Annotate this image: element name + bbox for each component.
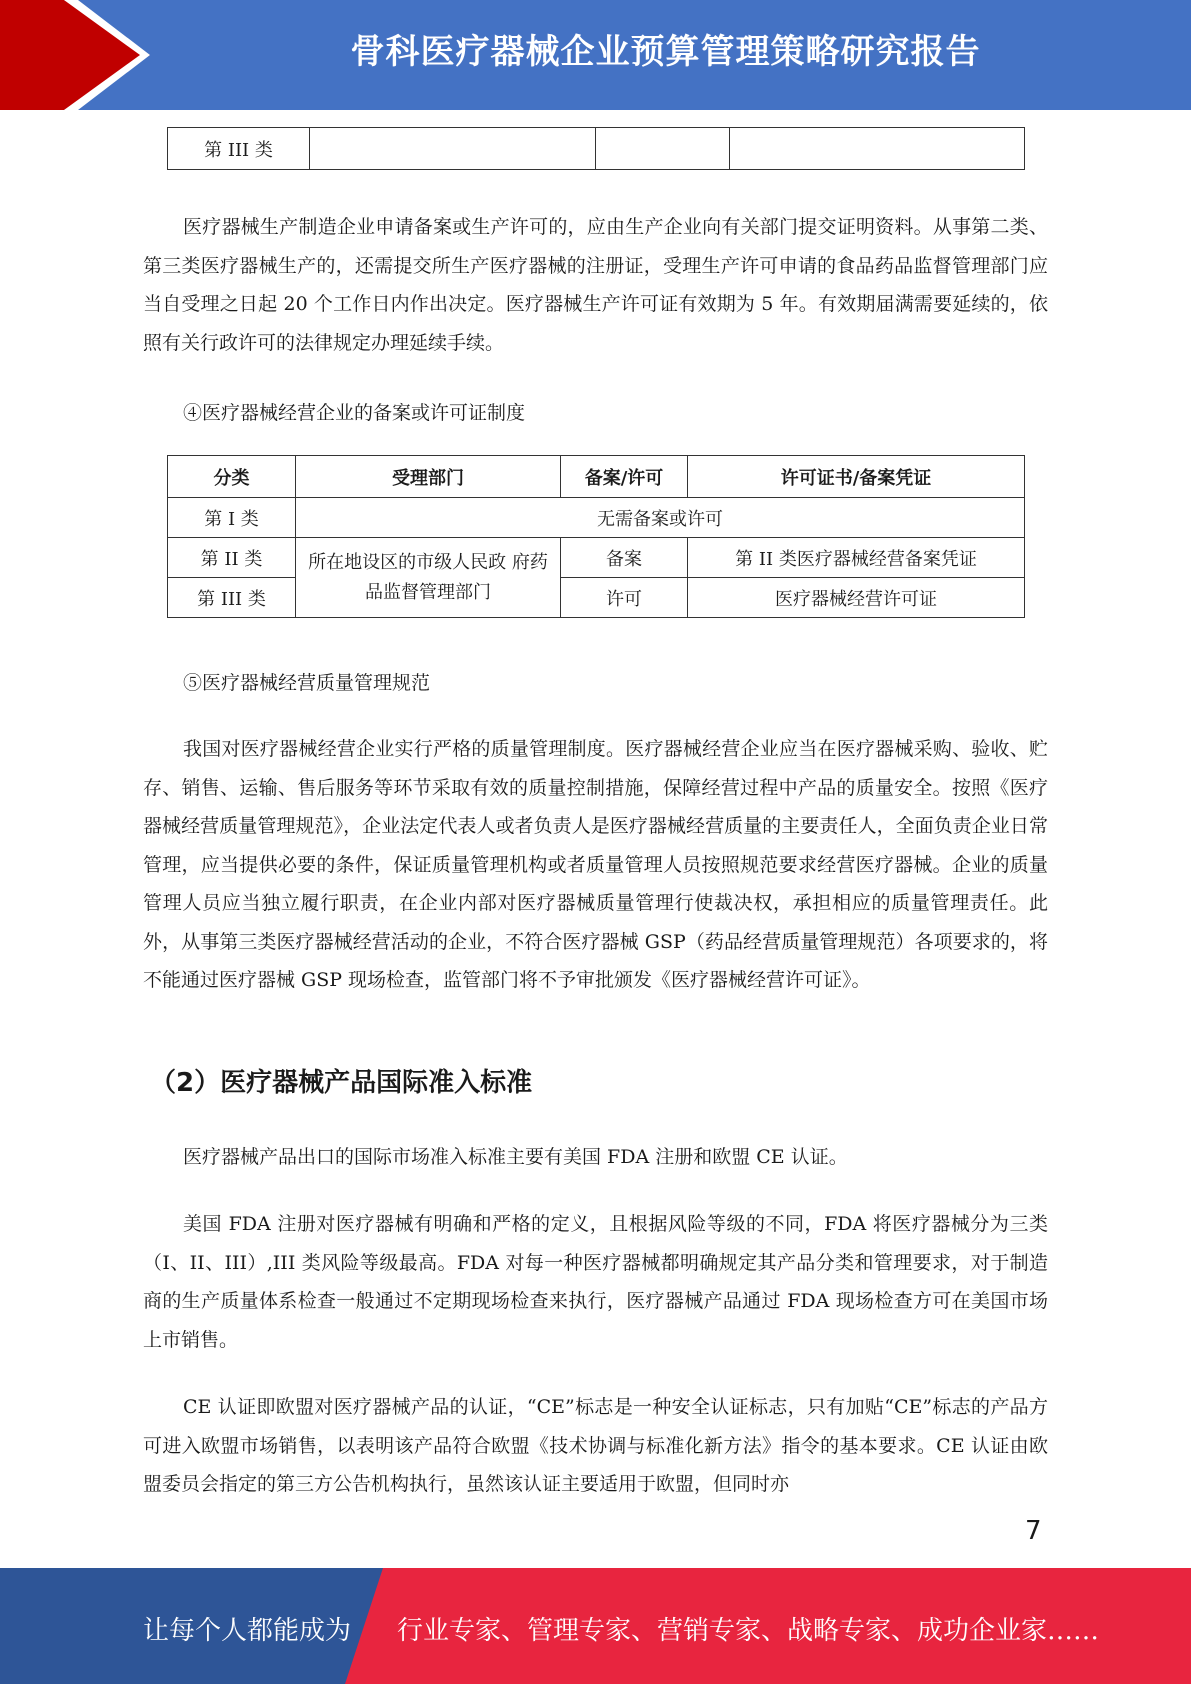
paragraph-market-access: 医疗器械产品出口的国际市场准入标准主要有美国 FDA 注册和欧盟 CE 认证。 xyxy=(183,1146,848,1168)
cert-cell: 医疗器械经营许可证 xyxy=(688,578,1025,618)
subheading-distribution-license: ④医疗器械经营企业的备案或许可证制度 xyxy=(183,402,526,424)
type-cell: 许可 xyxy=(561,578,688,618)
column-header: 许可证书/备案凭证 xyxy=(688,456,1025,498)
header-arrow-decoration xyxy=(0,0,200,110)
section-heading: （2）医疗器械产品国际准入标准 xyxy=(150,1068,533,1098)
type-cell: 备案 xyxy=(561,538,688,578)
category-cell: 第 III 类 xyxy=(168,578,296,618)
table-header-row xyxy=(168,456,1025,498)
subheading-quality-management: ⑤医疗器械经营质量管理规范 xyxy=(183,672,431,694)
type-cell xyxy=(596,128,730,170)
table-row xyxy=(168,538,1025,578)
paragraph-production-license: 医疗器械生产制造企业申请备案或生产许可的，应由生产企业向有关部门提交证明资料。从事第二类、第三类医疗器械生产的，还需提交所生产医疗器械的注册证，受理生产许可申请的食品药品监督管理部门应当自受理之日起 20 个工作日内作出决定。医疗器械生产许可证有效期为 5 年。有效期届满需要延续的，依照有关行政许可的法律规定办理延续手续。 xyxy=(143,216,1048,354)
table-row xyxy=(168,498,1025,538)
report-title: 骨科医疗器械企业预算管理策略研究报告 xyxy=(350,32,981,72)
cert-cell: 第 II 类医疗器械经营备案凭证 xyxy=(688,538,1025,578)
column-header: 分类 xyxy=(168,456,296,498)
footer-slogan-right: 行业专家、管理专家、营销专家、战略专家、成功企业家…… xyxy=(397,1616,1100,1646)
dept-cell xyxy=(310,128,596,170)
footer-slogan-left: 让每个人都能成为 xyxy=(143,1616,352,1646)
paragraph-quality-management: 我国对医疗器械经营企业实行严格的质量管理制度。医疗器械经营企业应当在医疗器械采购、验收、贮存、销售、运输、售后服务等环节采取有效的质量控制措施，保障经营过程中产品的质量安全。按照《医疗器械经营质量管理规范》，企业法定代表人或者负责人是医疗器械经营质量的主要责任人，全面负责企业日常管理，应当提供必要的条件，保证质量管理机构或者质量管理人员按照规范要求经营医疗器械。企业的质量管理人员应当独立履行职责，在企业内部对医疗器械质量管理行使裁决权，承担相应的质量管理责任。此外，从事第三类医疗器械经营活动的企业，不符合医疗器械 GSP（药品经营质量管理规范）各项要求的，将不能通过医疗器械 GSP 现场检查，监管部门将不予审批颁发《医疗器械经营许可证》。 xyxy=(143,738,1048,991)
merged-cell: 无需备案或许可 xyxy=(296,498,1025,538)
dept-cell: 所在地设区的市级人民政 府药品监督管理部门 xyxy=(296,538,561,618)
production-license-table-continued xyxy=(167,127,1025,170)
category-cell: 第 I 类 xyxy=(168,498,296,538)
paragraph-ce: CE 认证即欧盟对医疗器械产品的认证，“CE”标志是一种安全认证标志，只有加贴“CE”标志的产品方可进入欧盟市场销售，以表明该产品符合欧盟《技术协调与标准化新方法》指令的基本要求。CE 认证由欧盟委员会指定的第三方公告机构执行，虽然该认证主要适用于欧盟，但同时亦 xyxy=(143,1396,1048,1495)
column-header: 备案/许可 xyxy=(561,456,688,498)
table-row xyxy=(168,128,1025,170)
page-header xyxy=(0,0,1191,110)
category-cell: 第 II 类 xyxy=(168,538,296,578)
distribution-license-table xyxy=(167,455,1025,618)
paragraph-fda: 美国 FDA 注册对医疗器械有明确和严格的定义，且根据风险等级的不同，FDA 将医疗器械分为三类（I、II、III）,III 类风险等级最高。FDA 对每一种医疗器械都明确规定其产品分类和管理要求，对于制造商的生产质量体系检查一般通过不定期现场检查来执行，医疗器械产品通过 FDA 现场检查方可在美国市场上市销售。 xyxy=(143,1213,1048,1351)
page-footer xyxy=(0,1568,1191,1684)
cert-cell xyxy=(730,128,1025,170)
page-number: 7 xyxy=(1025,1516,1042,1546)
column-header: 受理部门 xyxy=(296,456,561,498)
category-cell: 第 III 类 xyxy=(168,128,310,170)
